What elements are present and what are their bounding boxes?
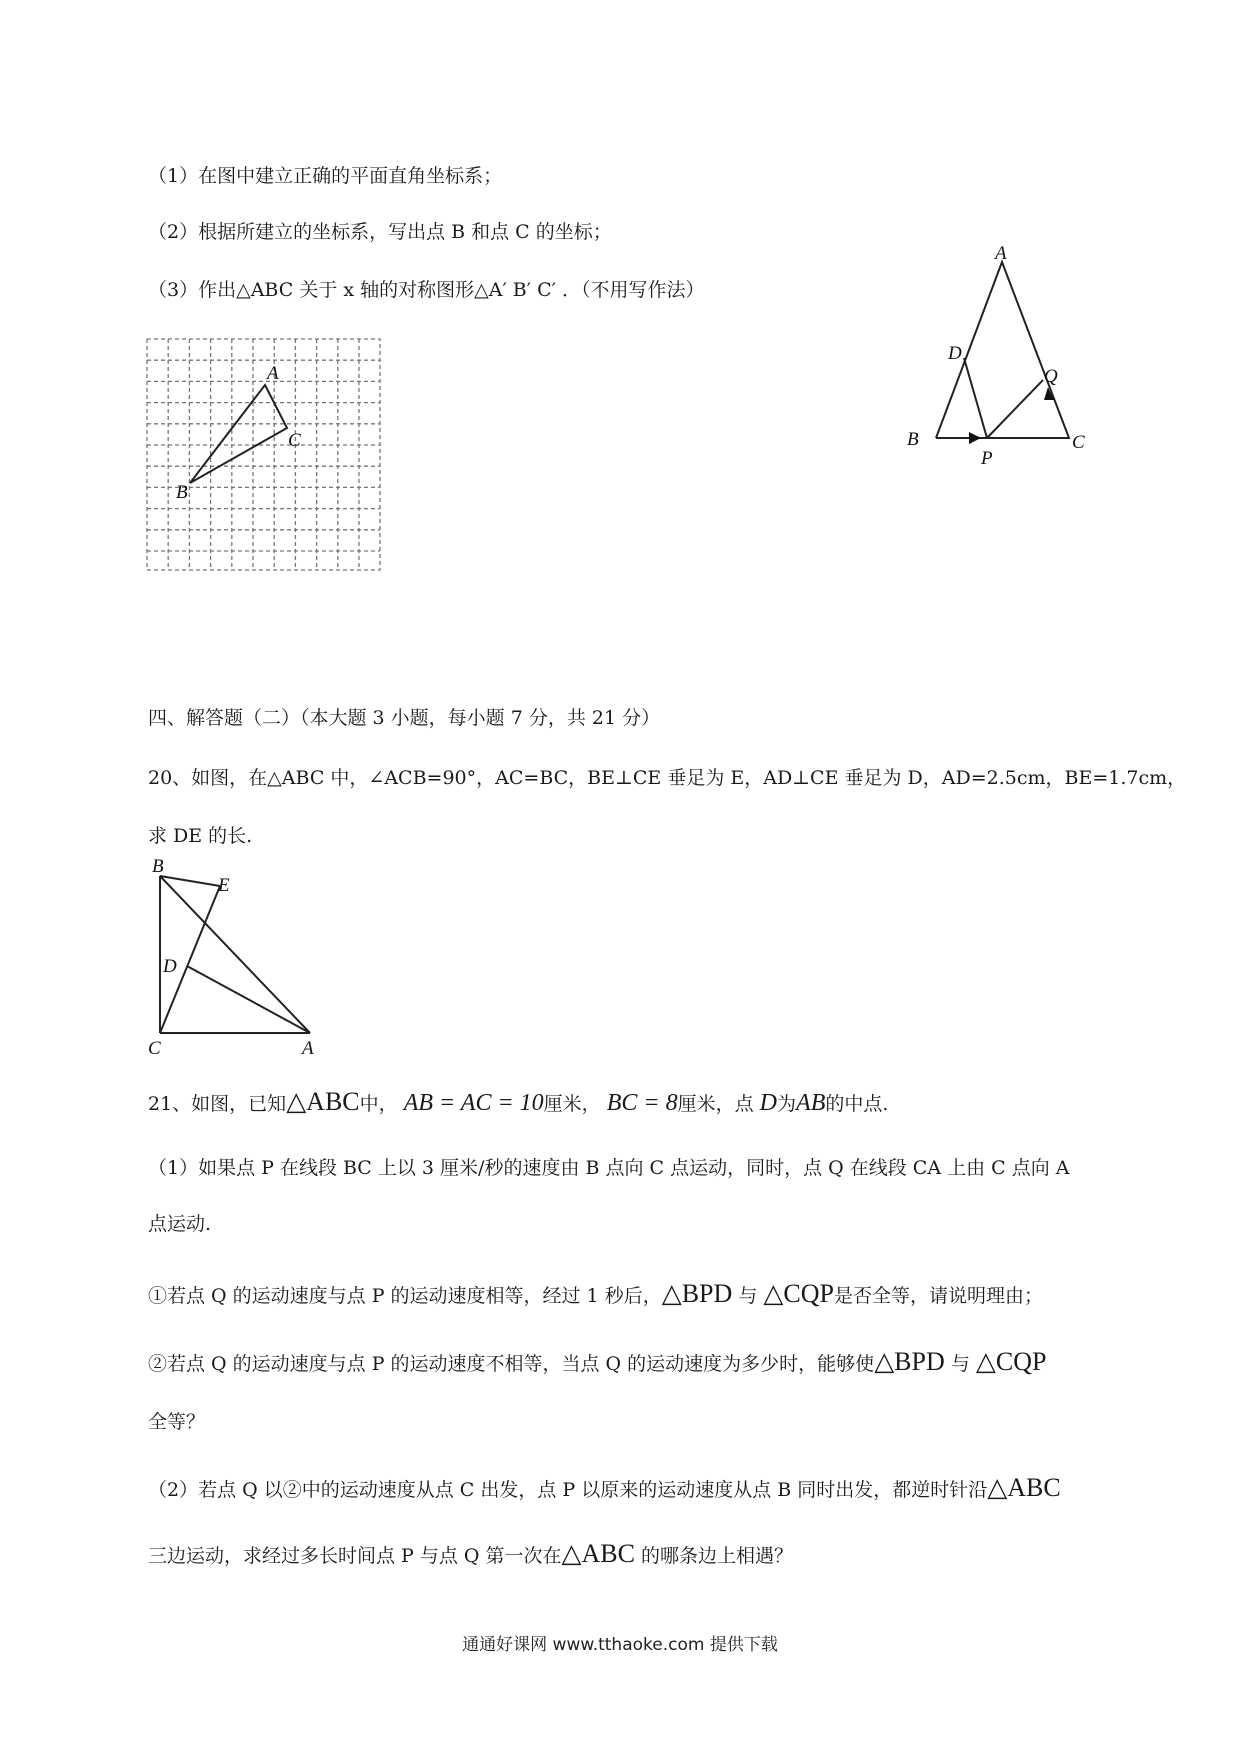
segment-dp xyxy=(964,358,987,438)
section4-heading: 四、解答题（二）（本大题 3 小题，每小题 7 分，共 21 分） xyxy=(148,707,661,729)
q21-with-1: 与 xyxy=(738,1285,758,1307)
q21-p1-line1: （1）如果点 P 在线段 BC 上以 3 厘米/秒的速度由 B 点向 C 点运动，同时，点 Q 在线段 CA 上由 C 点向 A xyxy=(148,1157,1070,1179)
q21-intro-c: 为 xyxy=(777,1093,797,1115)
fig-label-a: A xyxy=(995,243,1007,264)
q21-eq1: AB = AC = 10 xyxy=(403,1090,544,1116)
q21-case1-b: 是否全等，请说明理由； xyxy=(833,1285,1043,1307)
q21-tri-cqp-2: △CQP xyxy=(975,1347,1047,1376)
q21-with-2: 与 xyxy=(950,1353,970,1375)
fig-label-p: P xyxy=(981,448,993,469)
q20-label-c: C xyxy=(148,1038,161,1059)
grid-label-a: A xyxy=(267,363,279,384)
segment-pq xyxy=(987,380,1043,438)
q20-figure xyxy=(145,858,325,1058)
q21-part2-b: 三边运动，求经过多长时间点 P 与点 Q 第一次在 xyxy=(148,1545,562,1567)
grid-label-b: B xyxy=(176,482,188,503)
grid-triangle-figure xyxy=(146,338,382,572)
arrow-p-icon xyxy=(969,432,981,444)
q21-case1 xyxy=(148,1279,1043,1308)
q21-p1-line2: 点运动. xyxy=(148,1213,212,1235)
segment-ab xyxy=(160,876,310,1033)
fig-label-d: D xyxy=(948,343,962,364)
q20-label-e: E xyxy=(218,875,230,896)
fig-label-b: B xyxy=(907,429,919,450)
q21-eq2: BC = 8 xyxy=(606,1090,678,1116)
fig-label-q: Q xyxy=(1044,366,1058,387)
q20-label-b: B xyxy=(152,856,164,877)
q21-tri-abc-2: △ABC xyxy=(987,1473,1061,1502)
q21-seg-ab: AB xyxy=(796,1090,826,1116)
q21-tri-cqp-1: △CQP xyxy=(763,1279,834,1308)
q21-case2-a: ②若点 Q 的运动速度与点 P 的运动速度不相等，当点 Q 的运动速度为多少时，能够使 xyxy=(148,1353,875,1375)
q21-tri-abc-3: △ABC xyxy=(561,1539,635,1568)
q21-intro xyxy=(148,1087,889,1116)
grid-label-c: C xyxy=(288,430,301,451)
q21-part2-line1 xyxy=(148,1473,1061,1502)
q21-part2-c: 的哪条边上相遇？ xyxy=(641,1545,794,1567)
segment-ad xyxy=(187,966,310,1033)
q21-tri-abc: △ABC xyxy=(286,1087,360,1116)
footer-download-note: 通通好课网 www.tthaoke.com 提供下载 xyxy=(462,1635,778,1655)
q20-label-d: D xyxy=(163,956,177,977)
q21-intro-a: 21、如图，已知 xyxy=(148,1093,287,1115)
q21-part2-line2 xyxy=(148,1539,794,1568)
q19-part1: （1）在图中建立正确的平面直角坐标系； xyxy=(148,165,503,187)
q21-case2 xyxy=(148,1347,1047,1376)
q21-part2-a: （2）若点 Q 以②中的运动速度从点 C 出发，点 P 以原来的运动速度从点 B 同时出发，都逆时针沿 xyxy=(148,1479,988,1501)
fig-label-c: C xyxy=(1072,432,1085,453)
q21-intro-b: 中， xyxy=(359,1093,398,1115)
q21-case2-line2: 全等？ xyxy=(148,1411,206,1433)
dashed-grid xyxy=(147,339,380,570)
q19-part3: （3）作出△ABC 关于 x 轴的对称图形△A′ B′ C′ ．（不用写作法） xyxy=(148,279,705,301)
q20-label-a: A xyxy=(302,1038,314,1059)
q19-part2: （2）根据所建立的坐标系，写出点 B 和点 C 的坐标； xyxy=(148,221,612,243)
q21-pt-d: D xyxy=(759,1090,778,1116)
moving-point-figure xyxy=(905,243,1125,470)
q21-tri-bpd-2: △BPD xyxy=(874,1347,945,1376)
q20-line2: 求 DE 的长. xyxy=(148,825,253,847)
q21-case1-a: ①若点 Q 的运动速度与点 P 的运动速度相等，经过 1 秒后， xyxy=(148,1285,662,1307)
q20-line1: 20、如图，在△ABC 中，∠ACB=90°，AC=BC，BE⊥CE 垂足为 E，AD⊥CE 垂足为 D，AD=2.5cm，BE=1.7cm， xyxy=(148,767,1187,789)
q21-intro-d: 的中点. xyxy=(825,1093,889,1115)
q21-unit1: 厘米， xyxy=(543,1093,601,1115)
q21-unit2: 厘米，点 xyxy=(677,1093,754,1115)
triangle-abc xyxy=(190,385,287,483)
q21-tri-bpd-1: △BPD xyxy=(661,1279,733,1308)
